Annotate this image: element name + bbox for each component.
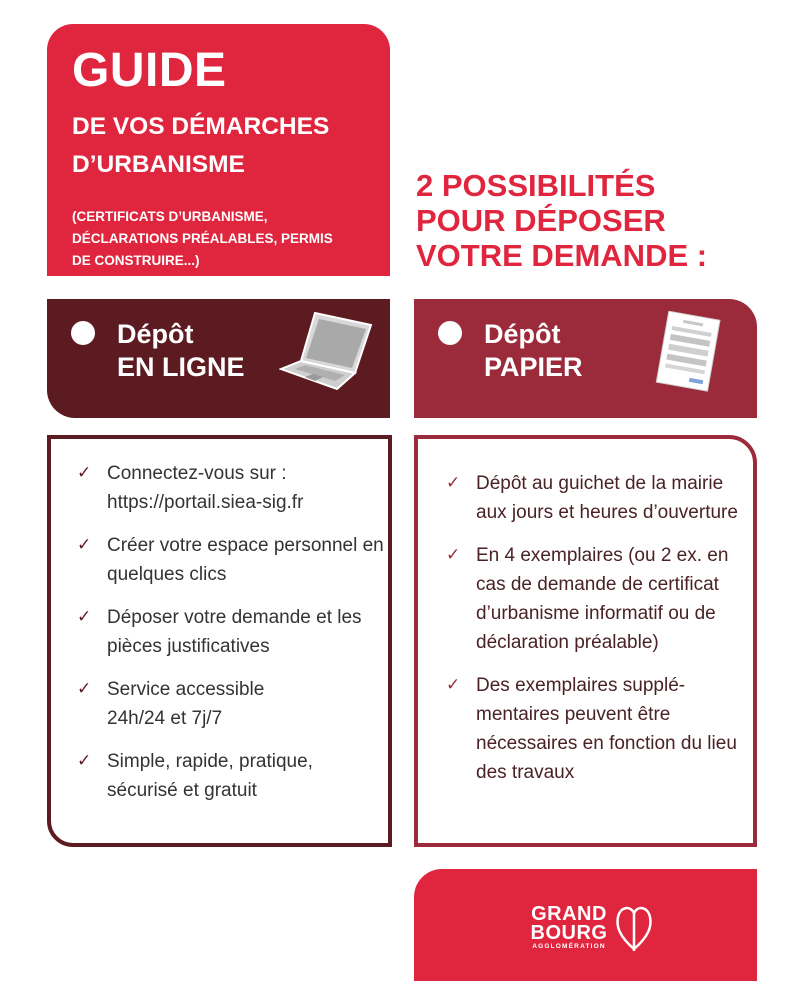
list-item-text: Déposer votre demande et les pièces justificatives [107,607,362,657]
title-note-line: DÉCLARATIONS PRÉALABLES, PERMIS [72,231,333,246]
check-icon: ✓ [77,535,92,555]
logo-block [414,869,757,981]
logo-line3: AGGLOMÉRATION [532,943,606,950]
check-icon: ✓ [446,675,461,695]
check-icon: ✓ [446,545,461,565]
document-icon [650,311,724,393]
bullet-dot-icon [71,321,95,345]
list-item [77,747,388,805]
list-item [77,531,388,589]
title-note-line: DE CONSTRUIRE...) [72,253,200,268]
title-subtitle-line: D’URBANISME [72,151,245,178]
grand-bourg-logo [514,905,624,951]
laptop-icon [279,311,375,393]
paper-steps-box [414,435,757,847]
headline [416,168,776,273]
paper-heading-line2: PAPIER [484,352,583,382]
list-item [446,469,753,527]
list-item-text: Service accessible [107,679,265,700]
list-item-text: En 4 exemplaires (ou 2 ex. en cas de demande de certificat d’urbanisme informatif ou de déclaration préalable) [476,545,729,653]
title-subtitle [72,108,390,184]
paper-heading [484,318,583,384]
list-item-text: Des exemplaires supplé-mentaires peuvent être nécessaires en fonction du lieu des travaux [476,675,737,783]
title-main: GUIDE [72,44,227,97]
list-item-text: Dépôt au guichet de la mairie aux jours et heures d’ouverture [476,473,738,523]
bullet-dot-icon [438,321,462,345]
list-item [77,603,388,661]
check-icon: ✓ [446,473,461,493]
headline-line: VOTRE DEMANDE : [416,238,708,273]
headline-line: 2 POSSIBILITÉS [416,168,656,203]
online-steps-list [77,459,388,805]
online-heading-line2: EN LIGNE [117,352,245,382]
list-item [77,675,388,733]
heart-logo-icon [614,899,654,953]
list-item-text: Créer votre espace personnel en quelques clics [107,535,384,585]
check-icon: ✓ [77,751,92,771]
list-item [446,671,753,787]
check-icon: ✓ [77,679,92,699]
title-note-line: (CERTIFICATS D’URBANISME, [72,209,268,224]
logo-line2: BOURG [530,922,608,944]
logo-line1: GRAND [531,903,607,925]
paper-heading-line1: Dépôt [484,319,561,349]
title-subtitle-line: DE VOS DÉMARCHES [72,113,330,140]
list-item-text: Connectez-vous sur : [107,463,287,484]
online-deposit-header [47,299,390,418]
portal-link[interactable]: https://portail.siea-sig.fr [107,492,304,513]
check-icon: ✓ [77,607,92,627]
check-icon: ✓ [77,463,92,483]
list-item-text: Simple, rapide, pratique, sécurisé et gratuit [107,751,313,801]
list-item [77,459,388,517]
paper-deposit-header [414,299,757,418]
title-block [47,24,390,276]
online-heading [117,318,245,384]
list-item-text: 24h/24 et 7j/7 [107,708,223,729]
online-steps-box [47,435,392,847]
paper-steps-list [446,469,753,787]
online-heading-line1: Dépôt [117,319,194,349]
headline-line: POUR DÉPOSER [416,203,666,238]
list-item [446,541,753,657]
title-note [72,206,390,272]
